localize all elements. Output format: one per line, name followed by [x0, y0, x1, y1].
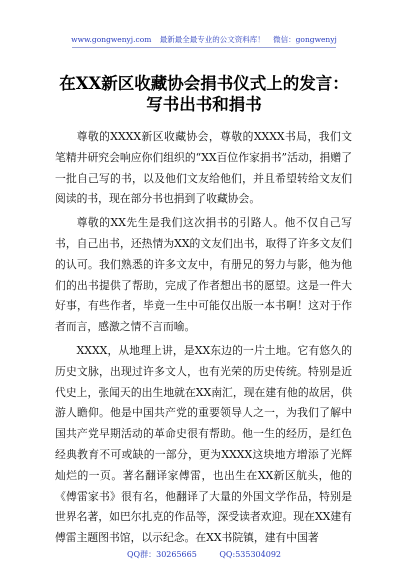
paragraph: 尊敬的XX先生是我们这次捐书的引路人。他不仅自己写书，自己出书，还热情为XX的文友们出书，取得了许多文友们的认可。我们熟悉的许多文友中，有册兄的努力与影，他为他们的出书提供了帮助，完成了作者想出书的愿望。这是一件大好事，有些作者，毕竟一生中可能仅出版一本书啊！这对于作者而言，感激之情不言而喻。	[55, 216, 352, 334]
header-slogan: 最新最全最专业的公文资料库！	[159, 35, 265, 44]
header-site-link[interactable]: www.gongwenyj.com	[71, 35, 152, 44]
paragraph: 尊敬的XXXX新区收藏协会，尊敬的XXXX书局，我们文笔精井研究会响应你们组织的“XX百位作家捐书”活动，捐赠了一批自己写的书，以及他们文友给他们，并且希望转给文友们阅读的书，现在部分书也捐到了收藏协会。	[55, 130, 352, 206]
header-wechat: 微信：gongwenyj	[273, 35, 337, 44]
page-header	[0, 34, 408, 45]
page-footer	[0, 549, 408, 560]
header-divider	[72, 47, 336, 48]
footer-qq: QQ:535304092	[219, 550, 281, 559]
document-title: 在XX新区收藏协会捐书仪式上的发言：写书出书和捐书	[59, 74, 349, 114]
paragraph: XXXX，从地理上讲，是XX东边的一片土地。它有悠久的历史文脉，出现过许多文人，也有光荣的历史传统。特别是近代史上，张闻天的出生地就在XX南汇，现在建有他的故居，供游人瞻仰。他是中国共产党的重要领导人之一，为我们了解中国共产党早期活动的革命史很有帮助。他一生的经历，是红色经典教育不可或缺的一部分，更为XXXX这块地方增添了光辉灿烂的一页。著名翻译家傅雷，也出生在XX新区航头，他的《傅雷家书》很有名，他翻译了大量的外国文学作品，特别是世界名著，如巴尔扎克的作品等，深受读者欢迎。现在XX建有傅雷主题图书馆，以示纪念。在XX书院镇，建有中国著	[55, 343, 352, 545]
document-body	[55, 127, 352, 552]
footer-qq-group: QQ群：30265665	[126, 550, 197, 559]
